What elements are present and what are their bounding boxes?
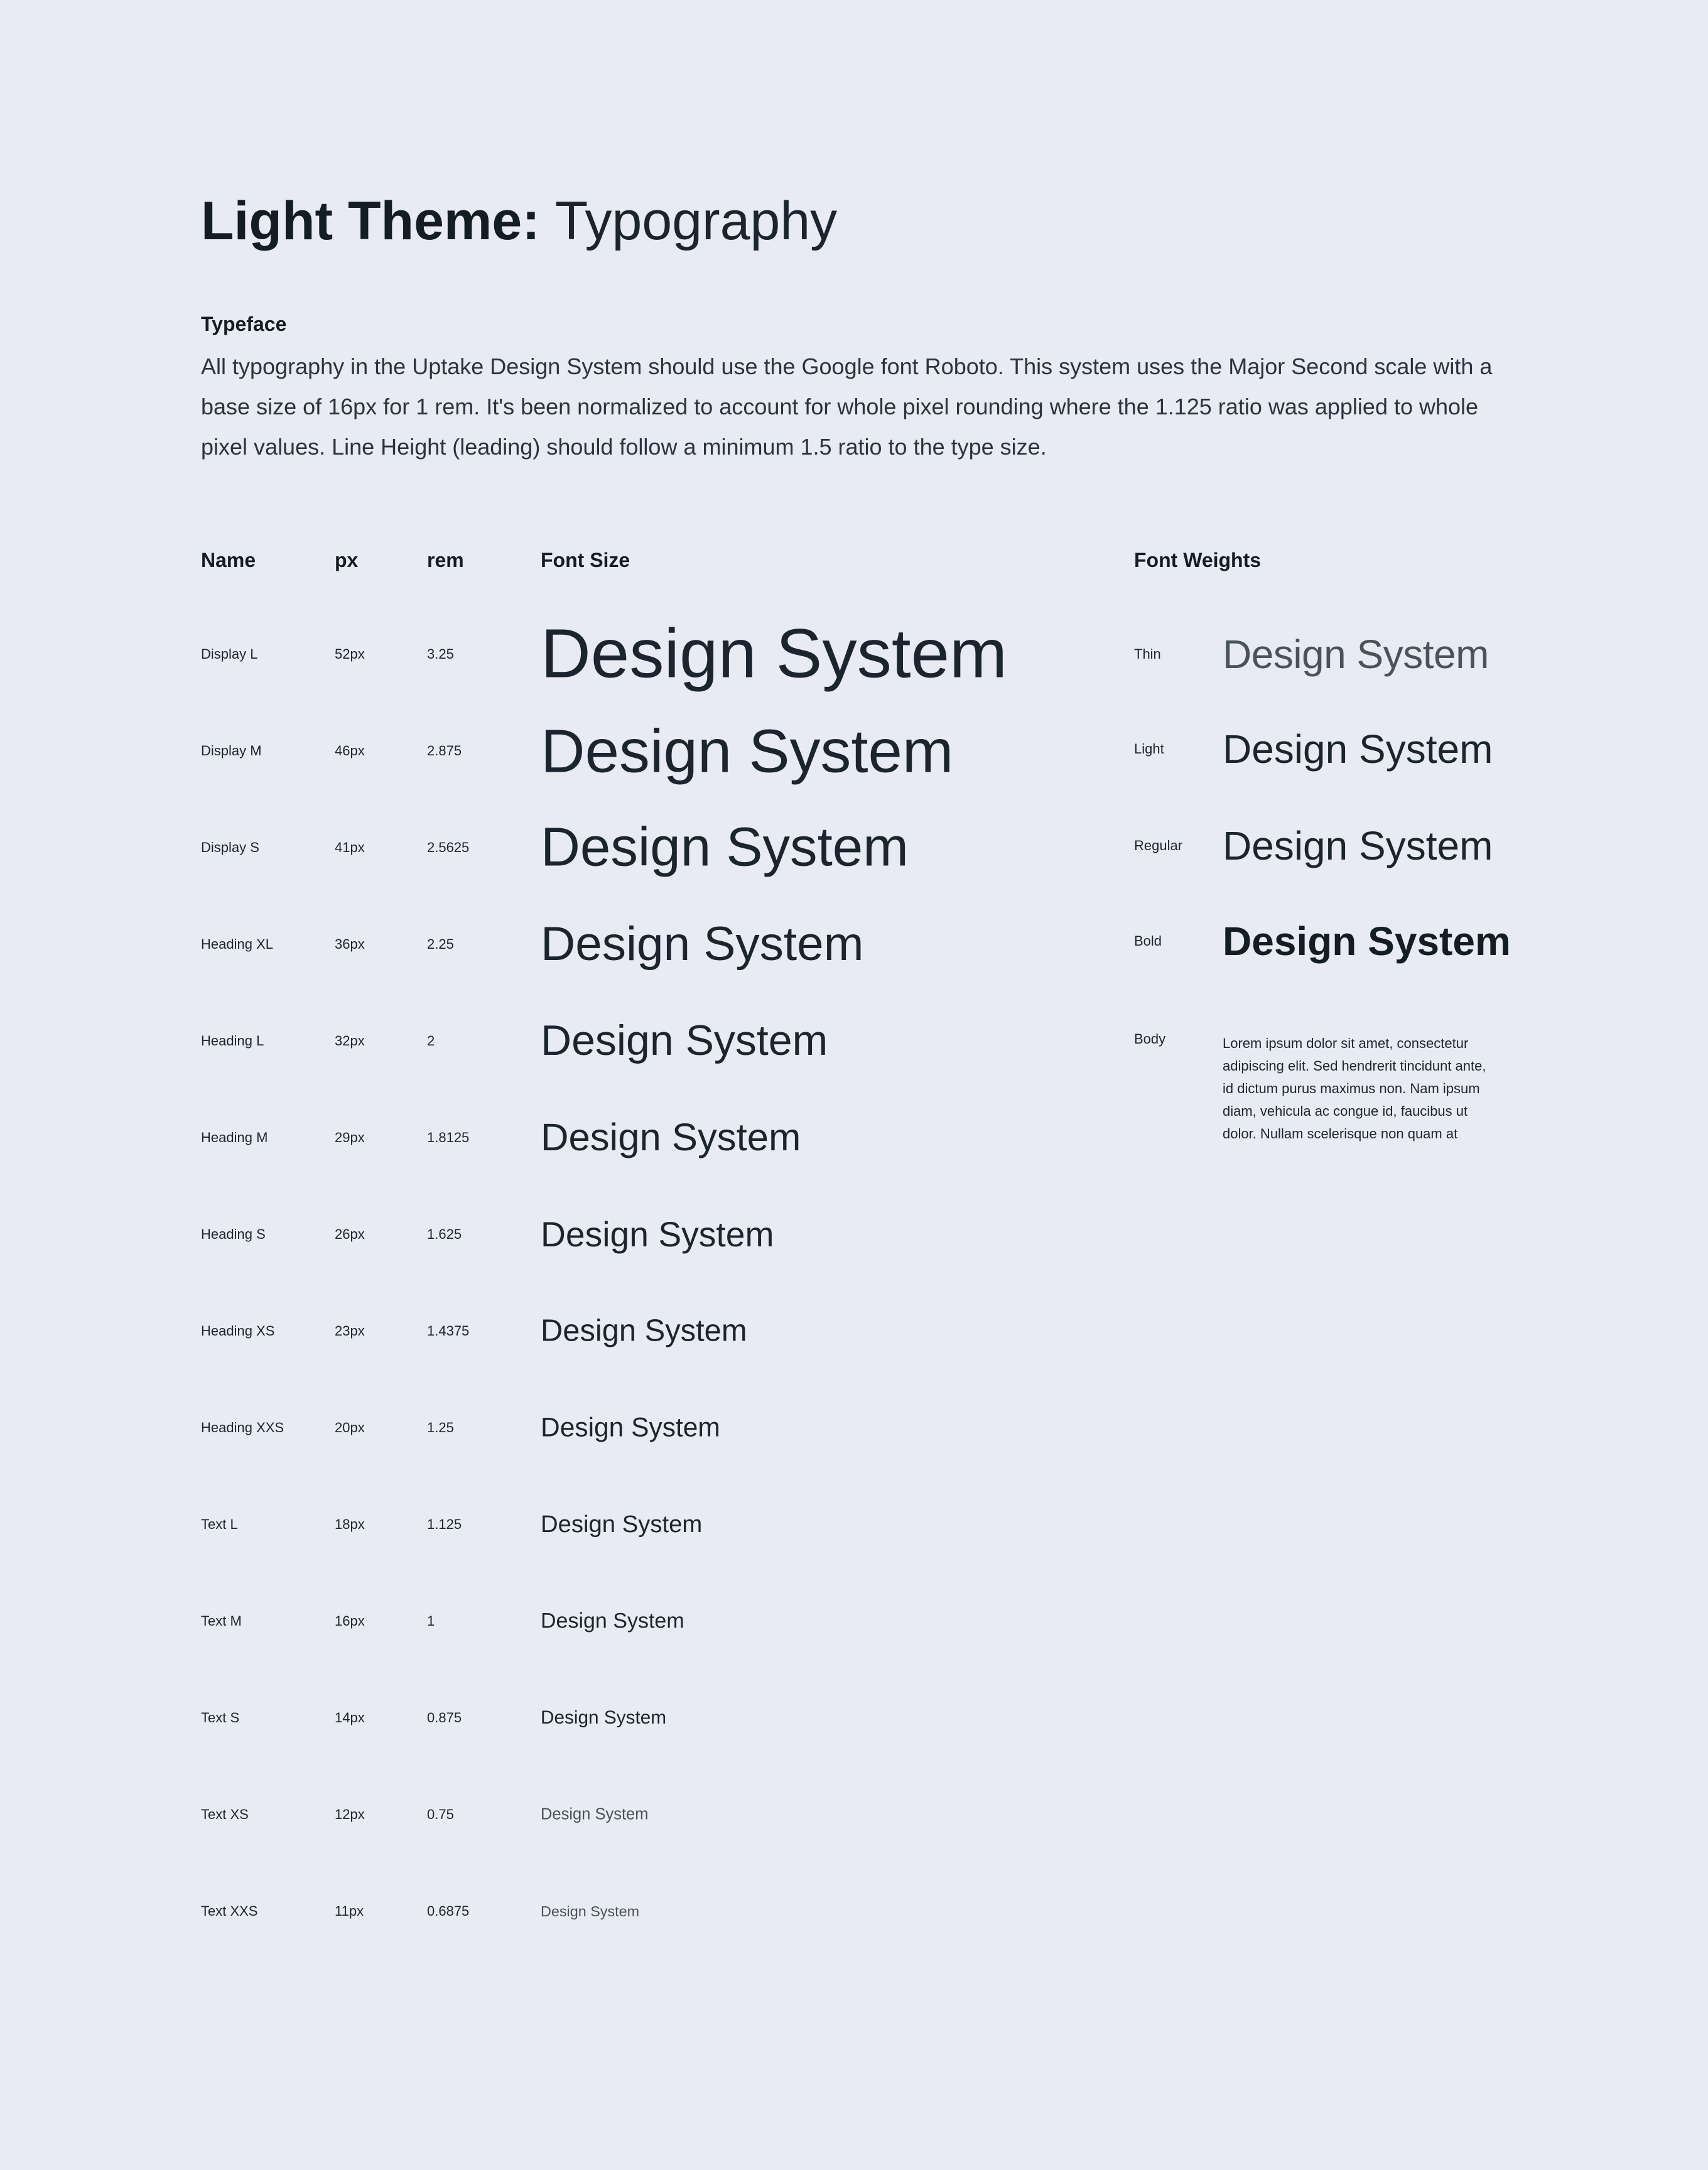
scale-sample: Design System xyxy=(541,816,909,878)
scale-sample: Design System xyxy=(541,1314,747,1348)
scale-row-heading-xxs xyxy=(201,1379,1080,1476)
weight-sample-thin: Design System xyxy=(1223,632,1489,677)
scale-sample: Design System xyxy=(541,615,1008,693)
scale-name: Text M xyxy=(201,1613,242,1629)
weight-row-thin xyxy=(1134,607,1520,701)
scale-px: 32px xyxy=(335,1033,365,1049)
weight-row-bold xyxy=(1134,894,1520,988)
scale-row-display-l xyxy=(201,606,1080,703)
column-header-px: px xyxy=(335,549,359,571)
weight-row-light xyxy=(1134,702,1520,796)
weight-label: Bold xyxy=(1134,933,1162,949)
scale-row-text-xs xyxy=(201,1766,1080,1863)
scale-px: 46px xyxy=(335,743,365,758)
scale-row-heading-m xyxy=(201,1089,1080,1186)
scale-name: Heading XXS xyxy=(201,1420,284,1435)
column-header-font-weights: Font Weights xyxy=(1134,549,1262,571)
body-label: Body xyxy=(1134,1031,1166,1047)
scale-sample: Design System xyxy=(541,1707,667,1729)
scale-name: Display L xyxy=(201,646,258,662)
page-title-bold: Light Theme: xyxy=(201,191,540,251)
scale-name: Text L xyxy=(201,1516,238,1532)
scale-name: Text XXS xyxy=(201,1903,258,1919)
scale-px: 23px xyxy=(335,1323,365,1339)
scale-px: 29px xyxy=(335,1130,365,1145)
weight-sample-bold: Design System xyxy=(1223,919,1511,964)
scale-rem: 1.125 xyxy=(427,1516,462,1532)
scale-px: 26px xyxy=(335,1226,365,1242)
scale-px: 14px xyxy=(335,1710,365,1725)
weight-sample-light: Design System xyxy=(1223,726,1493,772)
weight-row-regular xyxy=(1134,799,1520,893)
weight-label: Light xyxy=(1134,741,1164,757)
scale-px: 11px xyxy=(335,1903,364,1919)
column-header-font-size: Font Size xyxy=(541,549,630,571)
scale-row-text-l xyxy=(201,1476,1080,1573)
scale-sample: Design System xyxy=(541,1116,801,1160)
scale-name: Heading M xyxy=(201,1130,268,1145)
scale-px: 16px xyxy=(335,1613,365,1629)
scale-sample: Design System xyxy=(541,917,864,971)
scale-rem: 1.625 xyxy=(427,1226,462,1242)
scale-row-text-xxs xyxy=(201,1863,1080,1960)
scale-row-display-m xyxy=(201,703,1080,799)
typography-page xyxy=(201,0,1520,2170)
scale-rem: 1 xyxy=(427,1613,435,1629)
scale-rem: 1.4375 xyxy=(427,1323,470,1339)
scale-rem: 2.875 xyxy=(427,743,462,758)
scale-row-heading-xl xyxy=(201,896,1080,993)
scale-px: 41px xyxy=(335,839,365,855)
weight-sample-regular: Design System xyxy=(1223,823,1493,868)
scale-rem: 2.5625 xyxy=(427,839,470,855)
scale-sample: Design System xyxy=(541,1903,640,1919)
scale-px: 12px xyxy=(335,1806,365,1822)
scale-row-heading-l xyxy=(201,993,1080,1089)
scale-sample: Design System xyxy=(541,1805,649,1823)
weight-label: Thin xyxy=(1134,646,1161,662)
scale-rem: 2.25 xyxy=(427,936,454,952)
scale-px: 18px xyxy=(335,1516,365,1532)
typeface-heading: Typeface xyxy=(201,313,287,335)
scale-row-text-s xyxy=(201,1670,1080,1766)
scale-name: Display S xyxy=(201,839,259,855)
scale-sample: Design System xyxy=(541,1214,774,1254)
scale-row-heading-s xyxy=(201,1186,1080,1283)
scale-rem: 0.75 xyxy=(427,1806,454,1822)
scale-name: Display M xyxy=(201,743,262,758)
scale-rem: 1.8125 xyxy=(427,1130,470,1145)
scale-px: 36px xyxy=(335,936,365,952)
scale-sample: Design System xyxy=(541,1413,720,1443)
page-title xyxy=(201,183,837,259)
scale-rem: 3.25 xyxy=(427,646,454,662)
scale-rem: 0.6875 xyxy=(427,1903,470,1919)
scale-sample: Design System xyxy=(541,716,954,785)
column-header-rem: rem xyxy=(427,549,464,571)
page-title-light: Typography xyxy=(554,191,838,251)
scale-name: Heading XL xyxy=(201,936,273,952)
weight-label: Regular xyxy=(1134,838,1183,853)
scale-row-display-s xyxy=(201,799,1080,896)
scale-name: Heading S xyxy=(201,1226,266,1242)
scale-sample: Design System xyxy=(541,1511,703,1538)
scale-sample: Design System xyxy=(541,1609,684,1633)
scale-row-heading-xs xyxy=(201,1283,1080,1379)
scale-px: 20px xyxy=(335,1420,365,1435)
scale-name: Text XS xyxy=(201,1806,249,1822)
typeface-description: All typography in the Uptake Design System should use the Google font Roboto. This system uses the Major Second scale with a base size of 16px for 1 rem. It's been normalized to account for whole pixel rounding where the 1.125 ratio was applied to whole pixel values. Line Height (leading) should follow a minimum 1.5 ratio to the type size. xyxy=(201,354,1493,460)
scale-px: 52px xyxy=(335,646,365,662)
scale-rem: 0.875 xyxy=(427,1710,462,1725)
scale-row-text-m xyxy=(201,1573,1080,1670)
scale-name: Heading XS xyxy=(201,1323,275,1339)
body-sample-text: Lorem ipsum dolor sit amet, consectetur adipiscing elit. Sed hendrerit tincidunt ante, id dictum purus maximus non. Nam ipsum diam, vehicula ac congue id, faucibus ut dolor. Nullam scelerisque non quam at xyxy=(1223,1035,1486,1142)
scale-rem: 2 xyxy=(427,1033,435,1049)
column-header-name: Name xyxy=(201,549,256,571)
scale-name: Text S xyxy=(201,1710,240,1725)
scale-sample: Design System xyxy=(541,1017,828,1065)
scale-name: Heading L xyxy=(201,1033,264,1049)
scale-rem: 1.25 xyxy=(427,1420,454,1435)
